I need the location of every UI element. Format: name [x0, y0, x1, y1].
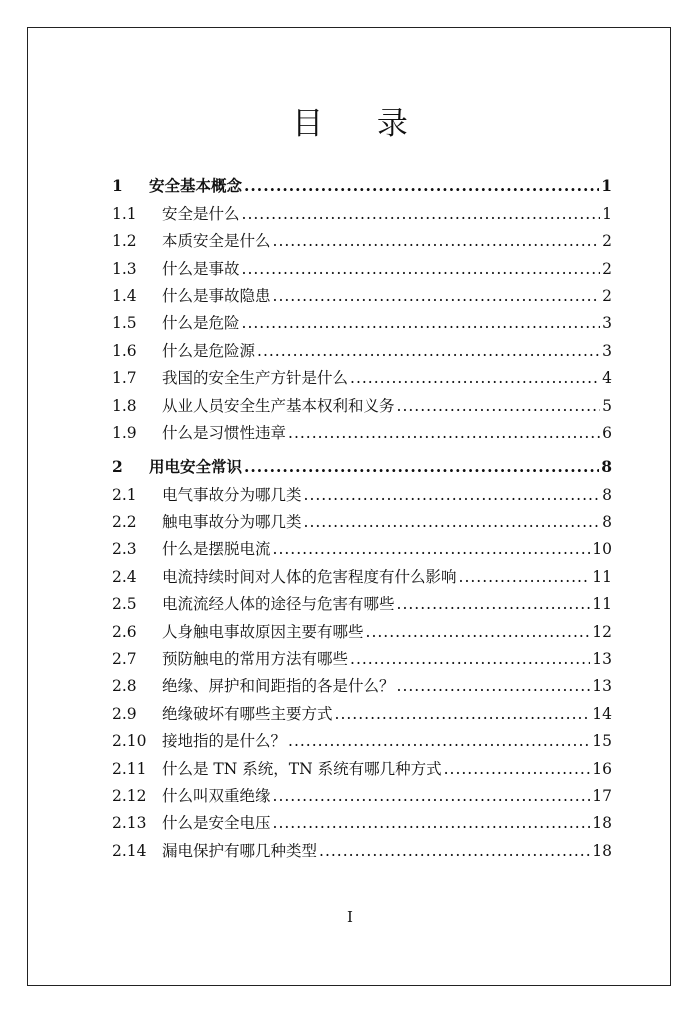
dot-leader [244, 457, 599, 477]
toc-row[interactable] [112, 279, 612, 306]
toc-page-number: 4 [602, 369, 612, 388]
toc-number: 2.5 [112, 595, 137, 614]
toc-page-number: 1 [602, 204, 612, 223]
toc-page-number: 2 [602, 286, 612, 305]
toc-number: 1.4 [112, 286, 137, 305]
toc-row[interactable] [112, 696, 612, 723]
dot-leader [319, 841, 590, 861]
dot-leader [397, 594, 591, 614]
toc-number: 1.5 [112, 314, 137, 333]
page-title: 目 录 [292, 106, 430, 142]
toc-number: 2.4 [112, 567, 137, 586]
dot-leader [273, 813, 591, 833]
toc-number: 2.6 [112, 622, 137, 641]
toc-title: 我国的安全生产方针是什么 [162, 369, 349, 388]
toc-page-number: 11 [592, 567, 612, 586]
table-of-contents [112, 169, 612, 861]
toc-number: 2.14 [112, 841, 147, 860]
toc-number: 2.11 [112, 759, 147, 778]
page-footer-number: I [347, 908, 353, 926]
toc-title: 电流持续时间对人体的危害程度有什么影响 [162, 567, 457, 586]
toc-title: 什么是习惯性违章 [162, 423, 287, 442]
toc-number: 2.9 [112, 704, 137, 723]
toc-title: 触电事故分为哪几类 [162, 513, 302, 532]
dot-leader [459, 567, 591, 587]
toc-row[interactable] [112, 306, 612, 333]
dot-leader [273, 539, 591, 559]
toc-page-number: 17 [592, 786, 612, 805]
toc-number: 2.13 [112, 814, 147, 833]
toc-chapter-row[interactable] [112, 169, 612, 196]
toc-number: 2.7 [112, 650, 137, 669]
toc-number: 2.10 [112, 732, 147, 751]
dot-leader [397, 676, 591, 696]
dot-leader [304, 485, 601, 505]
dot-leader [366, 622, 591, 642]
toc-page-number: 8 [602, 513, 612, 532]
dot-leader [242, 204, 601, 224]
toc-row[interactable] [112, 532, 612, 559]
toc-title: 接地指的是什么？ [162, 732, 287, 751]
toc-row[interactable] [112, 806, 612, 833]
toc-number: 1.2 [112, 232, 137, 251]
toc-row[interactable] [112, 333, 612, 360]
toc-title: 什么叫双重绝缘 [162, 786, 271, 805]
toc-row[interactable] [112, 224, 612, 251]
dot-leader [244, 176, 599, 196]
toc-title: 预防触电的常用方法有哪些 [162, 650, 349, 669]
toc-number: 2.1 [112, 485, 137, 504]
toc-row[interactable] [112, 477, 612, 504]
toc-row[interactable] [112, 614, 612, 641]
toc-title: 人身触电事故原因主要有哪些 [162, 622, 364, 641]
toc-title: 什么是 TN 系统，TN 系统有哪几种方式 [162, 759, 442, 778]
toc-number: 1.7 [112, 369, 137, 388]
toc-title: 电流流经人体的途径与危害有哪些 [162, 595, 395, 614]
dot-leader [350, 368, 600, 388]
toc-row[interactable] [112, 196, 612, 223]
dot-leader [304, 512, 601, 532]
toc-number: 2.8 [112, 677, 137, 696]
toc-row[interactable] [112, 251, 612, 278]
toc-title: 什么是危险源 [162, 341, 256, 360]
dot-leader [242, 313, 601, 333]
dot-leader [288, 423, 600, 443]
toc-title: 什么是安全电压 [162, 814, 271, 833]
toc-page-number: 16 [592, 759, 612, 778]
toc-number: 1.8 [112, 396, 137, 415]
toc-page-number: 18 [592, 814, 612, 833]
dot-leader [273, 286, 601, 306]
toc-page-number: 5 [602, 396, 612, 415]
toc-number: 1.9 [112, 423, 137, 442]
dot-leader [397, 396, 601, 416]
toc-title: 什么是危险 [162, 314, 240, 333]
dot-leader [273, 786, 591, 806]
toc-page-number: 12 [592, 622, 612, 641]
toc-title: 什么是事故隐患 [162, 286, 271, 305]
toc-row[interactable] [112, 559, 612, 586]
toc-row[interactable] [112, 642, 612, 669]
toc-page-number: 8 [602, 485, 612, 504]
toc-title: 电气事故分为哪几类 [162, 485, 302, 504]
dot-leader [350, 649, 590, 669]
toc-number: 1.6 [112, 341, 137, 360]
toc-page-number: 14 [592, 704, 612, 723]
toc-number: 2 [112, 457, 123, 477]
dot-leader [335, 704, 591, 724]
toc-number: 1.3 [112, 259, 137, 278]
toc-row[interactable] [112, 833, 612, 860]
dot-leader [242, 259, 601, 279]
toc-title: 绝缘破坏有哪些主要方式 [162, 704, 333, 723]
toc-title: 漏电保护有哪几种类型 [162, 841, 318, 860]
toc-page-number: 6 [602, 423, 612, 442]
toc-title: 什么是事故 [162, 259, 240, 278]
toc-title: 用电安全常识 [149, 457, 243, 477]
toc-title: 安全基本概念 [149, 176, 243, 196]
toc-number: 2.2 [112, 513, 137, 532]
dot-leader [257, 341, 600, 361]
toc-page-number: 2 [602, 232, 612, 251]
toc-page-number: 13 [592, 650, 612, 669]
toc-row[interactable] [112, 361, 612, 388]
toc-number: 1.1 [112, 204, 137, 223]
toc-row[interactable] [112, 779, 612, 806]
toc-page-number: 15 [592, 732, 612, 751]
dot-leader [273, 231, 601, 251]
toc-row[interactable] [112, 388, 612, 415]
toc-page-number: 8 [601, 457, 612, 477]
toc-row[interactable] [112, 505, 612, 532]
toc-page-number: 3 [602, 341, 612, 360]
toc-page-number: 1 [601, 176, 612, 196]
toc-title: 从业人员安全生产基本权利和义务 [162, 396, 395, 415]
toc-chapter-row[interactable] [112, 450, 612, 477]
toc-row[interactable] [112, 751, 612, 778]
toc-page-number: 11 [592, 595, 612, 614]
toc-row[interactable] [112, 416, 612, 443]
toc-title: 什么是摆脱电流 [162, 540, 271, 559]
dot-leader [444, 759, 591, 779]
toc-title: 绝缘、屏护和间距指的各是什么？ [162, 677, 395, 696]
toc-title: 本质安全是什么 [162, 232, 271, 251]
toc-title: 安全是什么 [162, 204, 240, 223]
toc-page-number: 13 [592, 677, 612, 696]
toc-page-number: 10 [592, 540, 612, 559]
toc-page-number: 3 [602, 314, 612, 333]
toc-row[interactable] [112, 587, 612, 614]
toc-row[interactable] [112, 669, 612, 696]
dot-leader [288, 731, 590, 751]
toc-number: 2.12 [112, 786, 147, 805]
toc-page-number: 18 [592, 841, 612, 860]
toc-number: 2.3 [112, 540, 137, 559]
toc-number: 1 [112, 176, 123, 196]
toc-row[interactable] [112, 724, 612, 751]
toc-page-number: 2 [602, 259, 612, 278]
